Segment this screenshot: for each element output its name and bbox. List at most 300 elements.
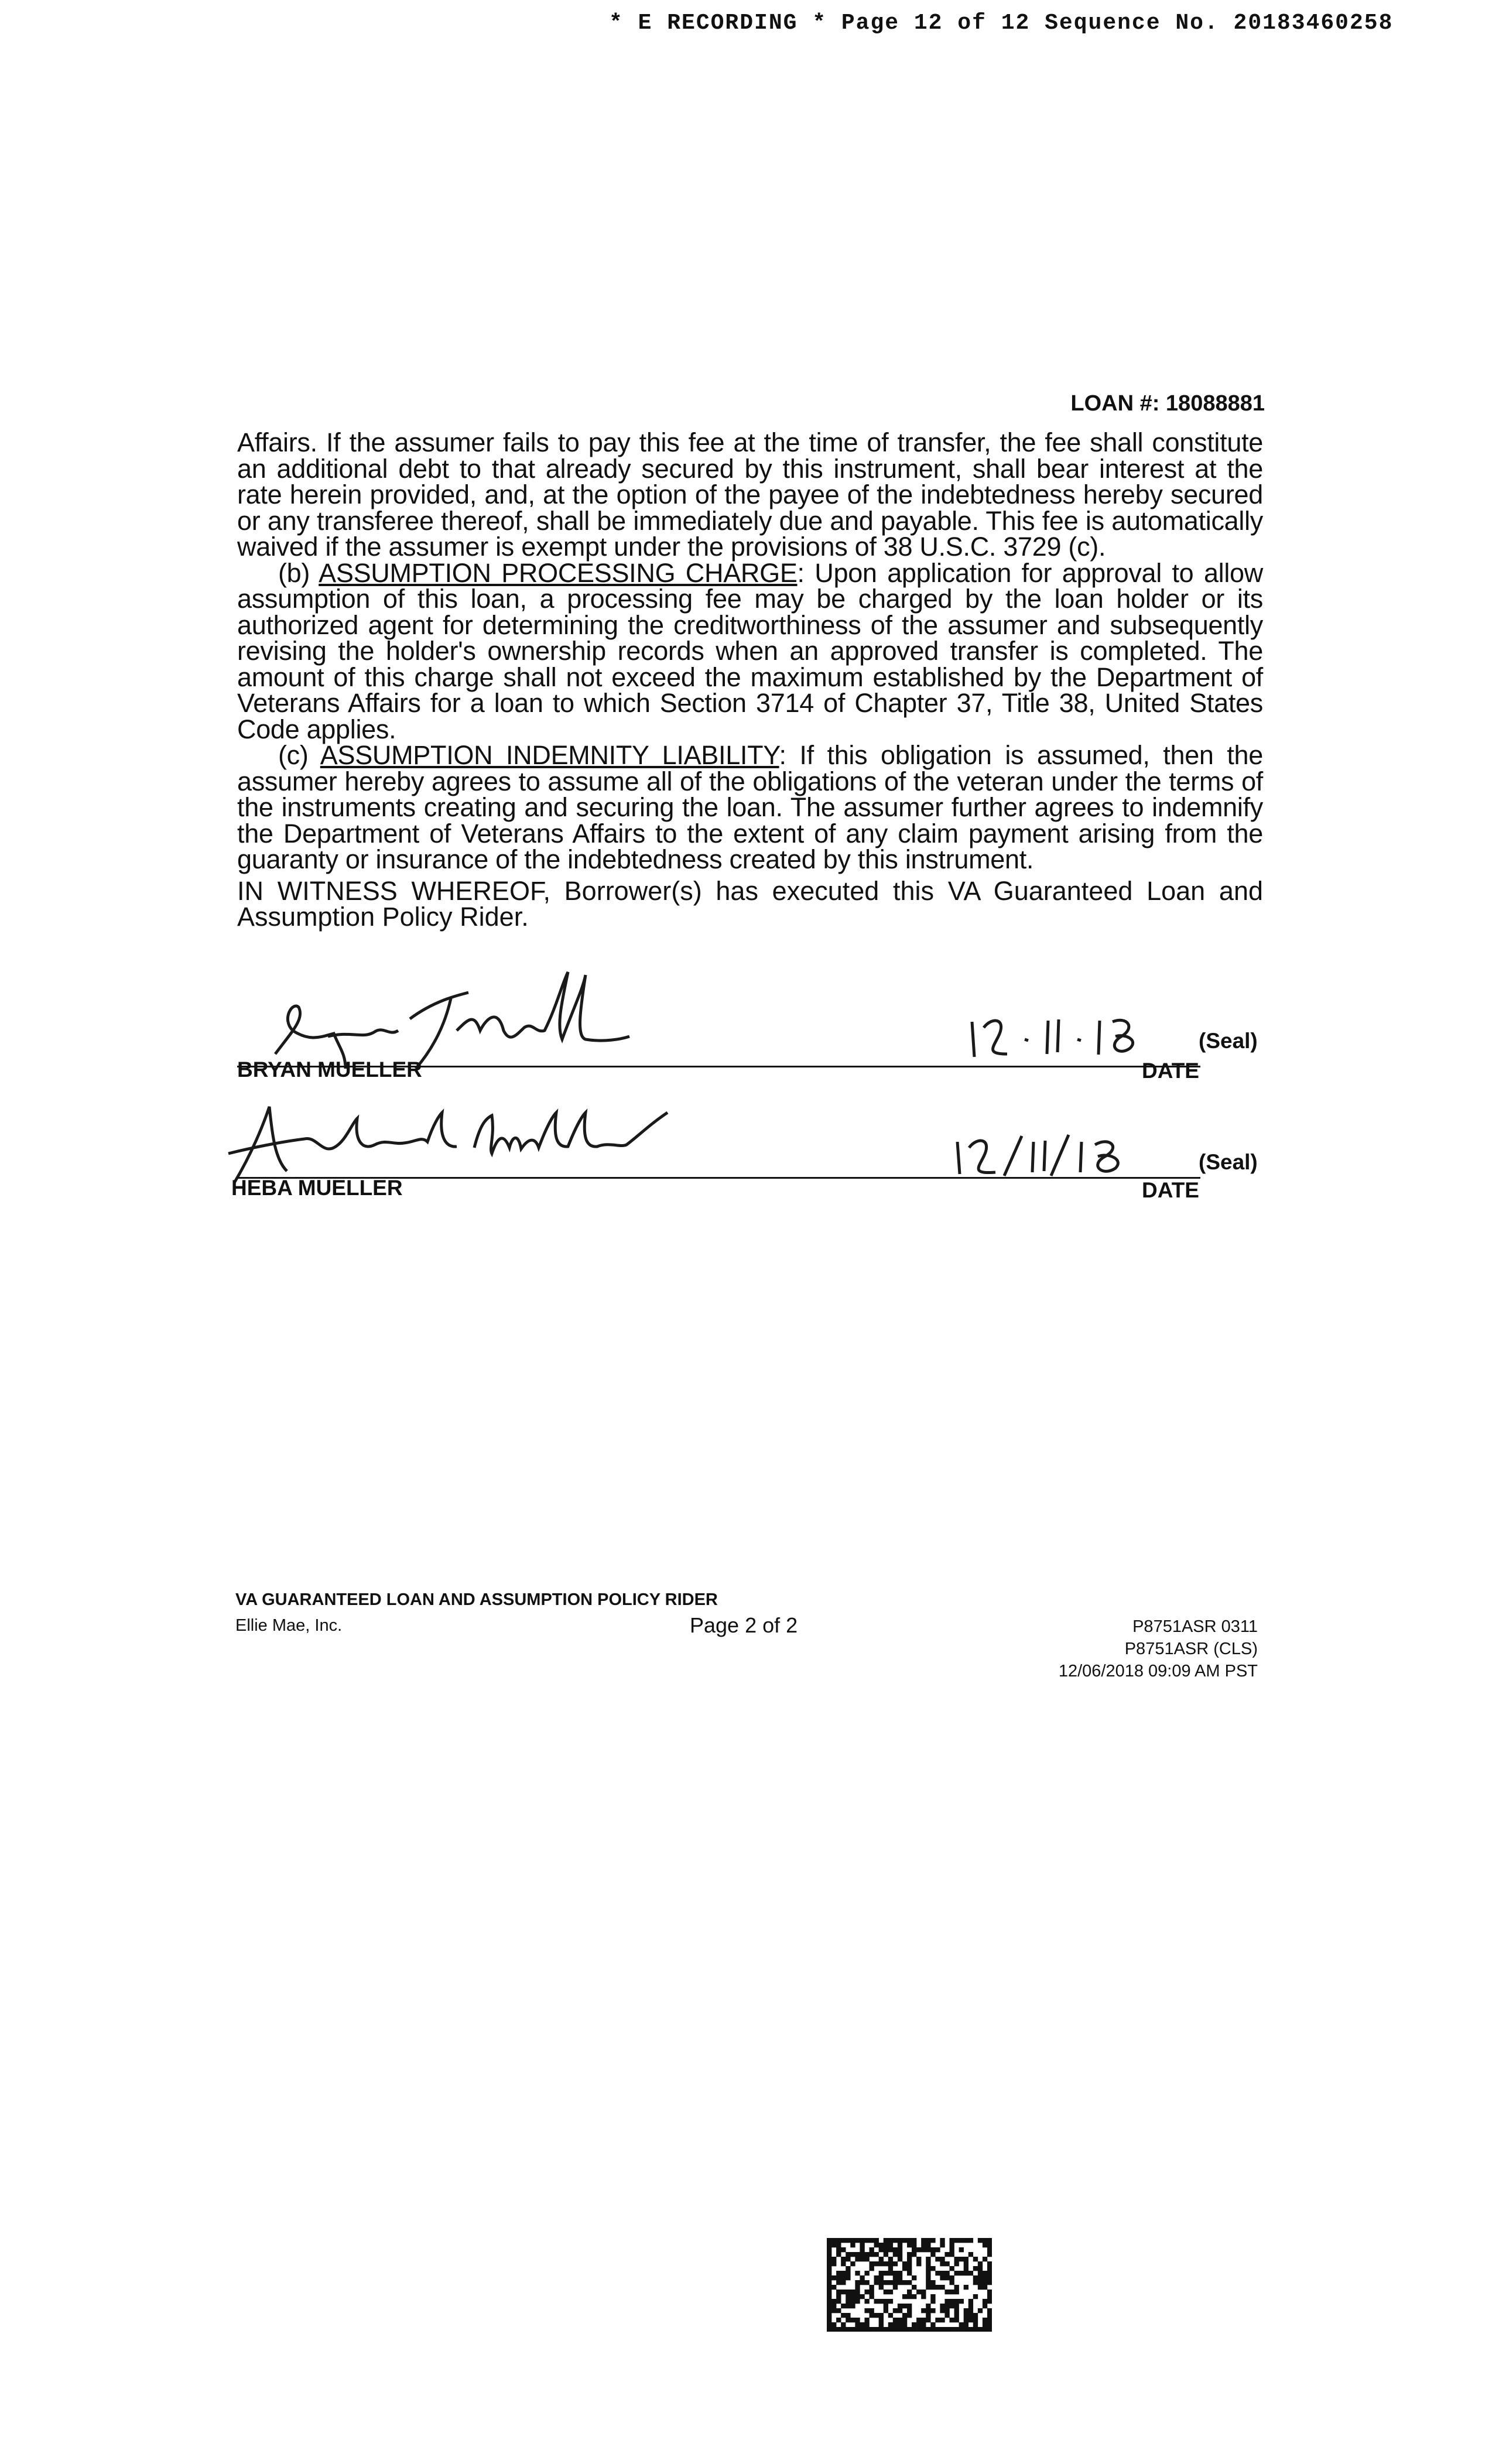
barcode-module: [827, 2280, 831, 2285]
barcode-module: [846, 2290, 850, 2294]
barcode-module: [898, 2252, 902, 2257]
barcode-module: [884, 2327, 888, 2332]
barcode-module: [884, 2304, 888, 2308]
barcode-module: [841, 2304, 846, 2308]
barcode-module: [983, 2275, 987, 2280]
barcode-module: [954, 2304, 959, 2308]
barcode-module: [935, 2247, 940, 2252]
barcode-module: [836, 2280, 841, 2285]
barcode-module: [884, 2280, 888, 2285]
barcode-module: [935, 2318, 940, 2322]
barcode-module: [973, 2327, 978, 2332]
barcode-module: [978, 2280, 983, 2285]
barcode-module: [973, 2257, 978, 2261]
barcode-module: [902, 2327, 907, 2332]
barcode-module: [983, 2304, 987, 2308]
barcode-module: [930, 2322, 935, 2327]
barcode-module: [964, 2322, 968, 2327]
barcode-module: [912, 2238, 916, 2243]
barcode-module: [926, 2318, 930, 2322]
barcode-module: [987, 2327, 992, 2332]
barcode-module: [874, 2327, 879, 2332]
barcode-module: [907, 2308, 912, 2313]
barcode-module: [888, 2327, 893, 2332]
barcode-module: [898, 2243, 902, 2247]
barcode-module: [831, 2299, 836, 2304]
barcode-module: [860, 2243, 864, 2247]
borrower-2-name: HEBA MUELLER: [231, 1176, 403, 1200]
barcode-module: [978, 2266, 983, 2271]
barcode-module: [860, 2327, 864, 2332]
barcode-module: [884, 2271, 888, 2275]
barcode-module: [874, 2252, 879, 2257]
barcode-module: [964, 2313, 968, 2318]
barcode-module: [912, 2294, 916, 2299]
barcode-module: [831, 2243, 836, 2247]
paragraph-b: [237, 557, 1263, 744]
barcode-module: [968, 2252, 973, 2257]
barcode-module: [968, 2238, 973, 2243]
barcode-module: [827, 2322, 831, 2327]
barcode-module: [926, 2266, 930, 2271]
barcode-module: [916, 2327, 921, 2332]
barcode-module: [884, 2252, 888, 2257]
barcode-module: [973, 2266, 978, 2271]
barcode-module: [930, 2247, 935, 2252]
barcode-module: [983, 2322, 987, 2327]
barcode-module: [926, 2308, 930, 2313]
barcode-module: [841, 2327, 846, 2332]
barcode-module: [874, 2313, 879, 2318]
barcode-module: [949, 2275, 954, 2280]
barcode-module: [935, 2327, 940, 2332]
barcode-module: [855, 2238, 860, 2243]
barcode-module: [912, 2275, 916, 2280]
barcode-module: [907, 2304, 912, 2308]
barcode-module: [978, 2275, 983, 2280]
barcode-module: [841, 2280, 846, 2285]
barcode-module: [831, 2308, 836, 2313]
barcode-module: [836, 2271, 841, 2275]
barcode-module: [987, 2280, 992, 2285]
barcode-module: [846, 2299, 850, 2304]
barcode-module: [888, 2247, 893, 2252]
barcode-module: [841, 2313, 846, 2318]
barcode-module: [879, 2313, 884, 2318]
barcode-module: [827, 2299, 831, 2304]
barcode-module: [987, 2313, 992, 2318]
footer-timestamp: 12/06/2018 09:09 AM PST: [1058, 1662, 1258, 1681]
barcode-module: [855, 2285, 860, 2290]
loan-number-label: LOAN #:: [1070, 391, 1160, 416]
barcode-module: [864, 2318, 869, 2322]
barcode-module: [870, 2252, 874, 2257]
barcode-module: [874, 2243, 879, 2247]
barcode-module: [846, 2304, 850, 2308]
barcode-module: [944, 2261, 949, 2266]
barcode-module: [831, 2275, 836, 2280]
barcode-module: [841, 2261, 846, 2266]
barcode-module: [987, 2290, 992, 2294]
barcode-module: [959, 2327, 964, 2332]
barcode-module: [987, 2247, 992, 2252]
barcode-module: [983, 2327, 987, 2332]
barcode-module: [898, 2304, 902, 2308]
barcode-module: [860, 2280, 864, 2285]
borrower-1-signature: [258, 966, 632, 1072]
barcode-module: [987, 2308, 992, 2313]
barcode-module: [836, 2275, 841, 2280]
barcode-module: [926, 2280, 930, 2285]
barcode-module: [827, 2247, 831, 2252]
barcode-module: [940, 2285, 944, 2290]
barcode-module: [893, 2318, 898, 2322]
barcode-module: [907, 2266, 912, 2271]
barcode-module: [827, 2238, 831, 2243]
barcode-module: [968, 2271, 973, 2275]
barcode-module: [864, 2238, 869, 2243]
barcode-module: [888, 2271, 893, 2275]
barcode-module: [987, 2261, 992, 2266]
barcode-module: [898, 2318, 902, 2322]
barcode-module: [884, 2238, 888, 2243]
barcode-module: [944, 2299, 949, 2304]
barcode-module: [978, 2261, 983, 2266]
barcode-module: [902, 2238, 907, 2243]
barcode-module: [836, 2243, 841, 2247]
barcode-module: [987, 2275, 992, 2280]
barcode-module: [949, 2243, 954, 2247]
barcode-module: [874, 2275, 879, 2280]
barcode-module: [926, 2275, 930, 2280]
barcode-module: [827, 2261, 831, 2266]
barcode-module: [831, 2327, 836, 2332]
barcode-module: [940, 2304, 944, 2308]
barcode-module: [964, 2327, 968, 2332]
barcode-module: [968, 2299, 973, 2304]
barcode-module: [831, 2304, 836, 2308]
barcode-module: [836, 2294, 841, 2299]
barcode-module: [870, 2327, 874, 2332]
barcode-module: [893, 2252, 898, 2257]
barcode-module: [916, 2257, 921, 2261]
barcode-module: [836, 2318, 841, 2322]
barcode-module: [949, 2299, 954, 2304]
barcode-module: [888, 2299, 893, 2304]
barcode-module: [926, 2238, 930, 2243]
barcode-module: [964, 2318, 968, 2322]
barcode-module: [874, 2261, 879, 2266]
barcode-module: [870, 2261, 874, 2266]
seal-label-2: (Seal): [1199, 1150, 1258, 1174]
barcode-module: [902, 2261, 907, 2266]
barcode-module: [954, 2261, 959, 2266]
barcode-module: [827, 2271, 831, 2275]
barcode-module: [827, 2252, 831, 2257]
barcode-module: [926, 2257, 930, 2261]
barcode-module: [902, 2280, 907, 2285]
barcode-module: [935, 2257, 940, 2261]
witness-clause: IN WITNESS WHEREOF, Borrower(s) has executed this VA Guaranteed Loan and Assumption Policy Rider.: [237, 876, 1263, 932]
barcode-module: [987, 2243, 992, 2247]
barcode-module: [864, 2252, 869, 2257]
barcode-module: [916, 2322, 921, 2327]
barcode-module: [964, 2271, 968, 2275]
barcode-module: [855, 2294, 860, 2299]
barcode-module: [898, 2322, 902, 2327]
barcode-module: [954, 2308, 959, 2313]
barcode-module: [940, 2318, 944, 2322]
barcode-module: [935, 2285, 940, 2290]
barcode-module: [846, 2318, 850, 2322]
barcode-module: [921, 2243, 926, 2247]
barcode-module: [879, 2280, 884, 2285]
barcode-module: [855, 2280, 860, 2285]
barcode-module: [888, 2290, 893, 2294]
paragraph-b-heading: ASSUMPTION PROCESSING CHARGE: [319, 557, 798, 588]
barcode-module: [912, 2285, 916, 2290]
barcode-module: [827, 2257, 831, 2261]
barcode-module: [870, 2313, 874, 2318]
barcode-module: [893, 2308, 898, 2313]
barcode-module: [879, 2247, 884, 2252]
barcode-module: [879, 2327, 884, 2332]
barcode-module: [902, 2294, 907, 2299]
barcode-module: [860, 2275, 864, 2280]
barcode-module: [879, 2257, 884, 2261]
barcode-module: [864, 2322, 869, 2327]
barcode-module: [893, 2247, 898, 2252]
barcode-module: [874, 2299, 879, 2304]
barcode-module: [964, 2308, 968, 2313]
paragraph-a-continued: Affairs. If the assumer fails to pay this fee at the time of transfer, the fee shall constitute an additional debt to that already secured by this instrument, shall bear interest at the rate herein provided, and, at the option of the payee of the indebtedness hereby secured or any transferee thereof, shall be immediately due and payable. This fee is automatically waived if the assumer is exempt under the provisions of 38 U.S.C. 3729 (c).: [237, 427, 1263, 562]
barcode-module: [978, 2238, 983, 2243]
barcode-module: [898, 2280, 902, 2285]
barcode-module: [846, 2327, 850, 2332]
barcode-module: [959, 2238, 964, 2243]
barcode-module: [874, 2238, 879, 2243]
barcode-module: [940, 2275, 944, 2280]
barcode-module: [959, 2247, 964, 2252]
barcode-module: [954, 2299, 959, 2304]
barcode-module: [968, 2318, 973, 2322]
barcode-module: [949, 2252, 954, 2257]
barcode-module: [864, 2280, 869, 2285]
barcode-module: [921, 2322, 926, 2327]
barcode-module: [864, 2271, 869, 2275]
barcode-module: [831, 2238, 836, 2243]
barcode-module: [954, 2327, 959, 2332]
barcode-module: [884, 2299, 888, 2304]
barcode-module: [973, 2322, 978, 2327]
barcode-module: [850, 2294, 855, 2299]
barcode-module: [870, 2238, 874, 2243]
barcode-module: [879, 2261, 884, 2266]
barcode-module: [959, 2271, 964, 2275]
barcode-module: [926, 2313, 930, 2318]
barcode-module: [987, 2271, 992, 2275]
barcode-module: [921, 2247, 926, 2252]
barcode-module: [893, 2280, 898, 2285]
barcode-module: [973, 2313, 978, 2318]
barcode-module: [987, 2238, 992, 2243]
barcode-module: [850, 2290, 855, 2294]
barcode-module: [836, 2327, 841, 2332]
paragraph-b-prefix: (b): [278, 557, 319, 588]
barcode-module: [898, 2238, 902, 2243]
barcode-module: [902, 2266, 907, 2271]
barcode-module: [940, 2308, 944, 2313]
barcode-module: [898, 2247, 902, 2252]
barcode-module: [879, 2275, 884, 2280]
borrower-2-handwritten-date: [952, 1130, 1127, 1177]
barcode-module: [930, 2280, 935, 2285]
borrower-1-handwritten-date: [966, 1010, 1142, 1063]
barcode-module: [841, 2238, 846, 2243]
paragraph-c-prefix: (c): [278, 740, 320, 770]
barcode-module: [870, 2285, 874, 2290]
barcode-module: [888, 2280, 893, 2285]
barcode-module: [940, 2327, 944, 2332]
barcode-module: [978, 2271, 983, 2275]
barcode-module: [841, 2271, 846, 2275]
barcode-module: [860, 2247, 864, 2252]
barcode-module: [935, 2271, 940, 2275]
barcode-module: [841, 2275, 846, 2280]
barcode-module: [959, 2299, 964, 2304]
barcode-module: [916, 2261, 921, 2266]
barcode-module: [926, 2271, 930, 2275]
barcode-module: [983, 2257, 987, 2261]
barcode-module: [884, 2243, 888, 2247]
barcode-module: [987, 2294, 992, 2299]
barcode-module: [954, 2285, 959, 2290]
barcode-module: [846, 2294, 850, 2299]
barcode-module: [978, 2285, 983, 2290]
barcode-module: [954, 2313, 959, 2318]
barcode-module: [850, 2252, 855, 2257]
paragraph-c: [237, 742, 1263, 873]
paragraph-c-text: : If this obligation is assumed, then the assumer hereby agrees to assume all of the obligations of the veteran under the terms of the instruments creating and securing the loan. The assumer further agrees to indemnify the Department of Veterans Affairs to the extent of any claim payment arising from the guaranty or insurance of the indebtedness created by this instrument.: [237, 740, 1263, 874]
barcode-module: [949, 2327, 954, 2332]
barcode-module: [841, 2322, 846, 2327]
barcode-module: [855, 2252, 860, 2257]
barcode-module: [907, 2290, 912, 2294]
barcode-module: [949, 2247, 954, 2252]
barcode-module: [827, 2285, 831, 2290]
barcode-module: [827, 2313, 831, 2318]
barcode-module: [841, 2247, 846, 2252]
barcode-module: [926, 2285, 930, 2290]
barcode-module: [944, 2275, 949, 2280]
barcode-module: [954, 2318, 959, 2322]
barcode-module: [944, 2327, 949, 2332]
barcode-module: [959, 2322, 964, 2327]
barcode-module: [864, 2308, 869, 2313]
barcode-module: [893, 2322, 898, 2327]
barcode-module: [870, 2308, 874, 2313]
barcode-module: [898, 2308, 902, 2313]
barcode-module: [987, 2266, 992, 2271]
barcode-module: [973, 2318, 978, 2322]
barcode-module: [898, 2327, 902, 2332]
barcode-module: [893, 2275, 898, 2280]
barcode-module: [907, 2327, 912, 2332]
barcode-module: [907, 2257, 912, 2261]
barcode-module: [831, 2257, 836, 2261]
barcode-module: [870, 2294, 874, 2299]
barcode-module: [926, 2304, 930, 2308]
barcode-module: [916, 2290, 921, 2294]
barcode-module: [944, 2304, 949, 2308]
barcode-module: [983, 2280, 987, 2285]
barcode-module: [907, 2294, 912, 2299]
footer-form-title: VA GUARANTEED LOAN AND ASSUMPTION POLICY RIDER: [235, 1590, 718, 1609]
barcode-module: [879, 2271, 884, 2275]
barcode-module: [964, 2238, 968, 2243]
barcode-module: [893, 2238, 898, 2243]
barcode-module: [855, 2299, 860, 2304]
date-label-1: DATE: [1142, 1059, 1199, 1083]
barcode-module: [964, 2266, 968, 2271]
barcode-module: [836, 2290, 841, 2294]
barcode-module: [893, 2285, 898, 2290]
barcode-module: [940, 2238, 944, 2243]
barcode-module: [888, 2261, 893, 2266]
barcode-module: [973, 2280, 978, 2285]
barcode-module: [949, 2266, 954, 2271]
barcode-module: [949, 2280, 954, 2285]
barcode-module: [898, 2257, 902, 2261]
barcode-module: [846, 2313, 850, 2318]
barcode-module: [930, 2294, 935, 2299]
barcode-module: [921, 2308, 926, 2313]
barcode-module: [944, 2313, 949, 2318]
barcode-module: [944, 2271, 949, 2275]
barcode-module: [827, 2327, 831, 2332]
barcode-module: [860, 2238, 864, 2243]
barcode-module: [921, 2318, 926, 2322]
barcode-module: [973, 2294, 978, 2299]
barcode-module: [930, 2285, 935, 2290]
barcode-module: [978, 2327, 983, 2332]
barcode-module: [983, 2271, 987, 2275]
rider-body: [237, 427, 1263, 874]
barcode-module: [944, 2252, 949, 2257]
barcode-module: [916, 2318, 921, 2322]
footer-page-number: Page 2 of 2: [690, 1613, 798, 1637]
barcode-module: [855, 2322, 860, 2327]
barcode-module: [893, 2327, 898, 2332]
barcode-module: [954, 2238, 959, 2243]
barcode-module: [855, 2271, 860, 2275]
barcode-module: [836, 2247, 841, 2252]
barcode-module: [855, 2327, 860, 2332]
barcode-module: [827, 2275, 831, 2280]
barcode-module: [836, 2252, 841, 2257]
barcode-module: [864, 2257, 869, 2261]
barcode-module: [959, 2257, 964, 2261]
barcode-module: [930, 2327, 935, 2332]
footer-company: Ellie Mae, Inc.: [235, 1616, 343, 1635]
barcode-module: [968, 2308, 973, 2313]
barcode-module: [855, 2290, 860, 2294]
barcode-module: [850, 2327, 855, 2332]
recording-header: * E RECORDING * Page 12 of 12 Sequence No. 20183460258: [609, 11, 1394, 36]
barcode-module: [888, 2243, 893, 2247]
footer-form-code-1: P8751ASR 0311: [1132, 1617, 1258, 1636]
barcode-module: [893, 2271, 898, 2275]
